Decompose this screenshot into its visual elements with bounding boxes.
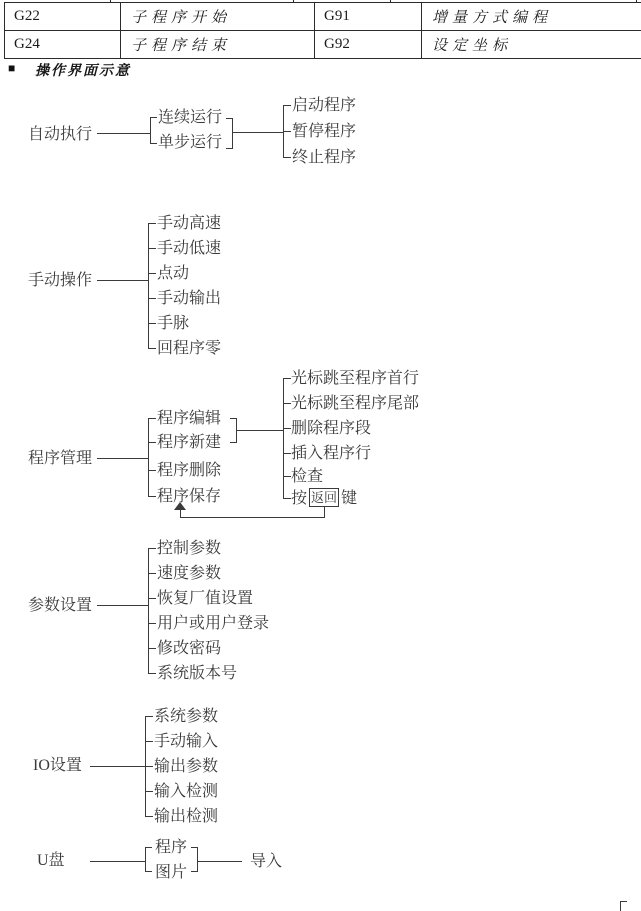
gcode-cell: G22 xyxy=(5,3,121,31)
tree-item: 导入 xyxy=(250,853,283,870)
tree-item: 控制参数 xyxy=(157,540,222,557)
bracket-tick xyxy=(230,442,237,443)
bracket-tick xyxy=(283,131,291,132)
bracket-tick xyxy=(150,143,157,144)
description-cell: 设定坐标 xyxy=(422,31,641,59)
arrow-up-icon xyxy=(174,502,186,510)
tree-item: 图片 xyxy=(155,864,188,881)
tree-label-io: IO设置 xyxy=(33,757,82,774)
bracket-tick xyxy=(145,741,153,742)
tree-item: 程序 xyxy=(155,839,188,856)
description-cell: 子程序结束 xyxy=(121,31,315,59)
bracket-tick xyxy=(148,573,156,574)
tree-item: 程序编辑 xyxy=(157,410,222,427)
bracket-tick xyxy=(148,496,156,497)
tree-item: 系统参数 xyxy=(154,708,219,725)
gcode-cell: G92 xyxy=(315,31,422,59)
tree-item: 程序删除 xyxy=(157,462,222,479)
tree-item: 恢复厂值设置 xyxy=(157,590,254,607)
tree-label-manual: 手动操作 xyxy=(28,272,93,289)
tree-label-program: 程序管理 xyxy=(28,450,93,467)
bracket-tick xyxy=(148,298,156,299)
bracket-tick xyxy=(283,105,291,106)
bracket-tick xyxy=(148,673,156,674)
bracket-tick xyxy=(283,498,291,499)
connector xyxy=(233,132,283,133)
bracket-tick xyxy=(148,223,156,224)
tree-item: 光标跳至程序首行 xyxy=(291,370,420,387)
bracket xyxy=(283,378,284,499)
bracket-tick xyxy=(191,871,198,872)
tree-item: 输出参数 xyxy=(154,758,219,775)
cutoff-bracket xyxy=(620,901,627,902)
bracket-tick xyxy=(283,403,291,404)
gcode-cell: G24 xyxy=(5,31,121,59)
bracket-tick xyxy=(283,428,291,429)
tree-item: 手动高速 xyxy=(157,215,222,232)
bracket-tick xyxy=(148,248,156,249)
tree-item: 启动程序 xyxy=(292,97,357,114)
tree-item: 速度参数 xyxy=(157,565,222,582)
section-heading: 操作界面示意 xyxy=(35,64,131,79)
connector xyxy=(198,861,242,862)
tree-label-params: 参数设置 xyxy=(28,597,93,614)
connector xyxy=(90,861,145,862)
tree-item: 检查 xyxy=(291,468,324,485)
table-row xyxy=(5,31,641,59)
table-row xyxy=(5,3,641,31)
tree-item: 用户或用户登录 xyxy=(157,615,270,632)
bracket xyxy=(148,548,149,674)
tree-label-auto: 自动执行 xyxy=(28,126,93,143)
bullet-icon: ■ xyxy=(8,61,16,75)
arrow-line xyxy=(180,517,325,518)
bracket-tick xyxy=(145,871,152,872)
bracket-tick xyxy=(150,117,157,118)
cutoff-bracket xyxy=(620,901,621,911)
bracket-tick xyxy=(191,847,198,848)
tree-item: 修改密码 xyxy=(157,640,222,657)
bracket-tick xyxy=(148,623,156,624)
tree-item: 删除程序段 xyxy=(291,420,372,437)
bracket-tick xyxy=(148,442,156,443)
bracket-tick xyxy=(283,453,291,454)
tree-item: 输入检测 xyxy=(154,783,219,800)
tree-item: 系统版本号 xyxy=(157,665,238,682)
bracket-tick xyxy=(148,418,156,419)
tree-item: 光标跳至程序尾部 xyxy=(291,395,420,412)
bracket-tick xyxy=(148,470,156,471)
connector xyxy=(90,766,153,767)
press-key-prefix: 按 xyxy=(291,490,308,507)
bracket-tick xyxy=(148,548,156,549)
return-key: 返回 xyxy=(310,490,337,505)
description-cell: 子程序开始 xyxy=(121,3,315,31)
tree-item: 连续运行 xyxy=(158,109,223,126)
bracket-tick xyxy=(145,791,153,792)
connector xyxy=(97,280,148,281)
bracket-tick xyxy=(283,476,291,477)
tree-item: 手动输入 xyxy=(154,733,219,750)
tree-item: 终止程序 xyxy=(292,149,357,166)
bracket-tick xyxy=(230,418,237,419)
bracket-tick xyxy=(148,273,156,274)
description-cell: 增量方式编程 xyxy=(422,3,641,31)
gcode-table xyxy=(4,2,641,59)
bracket-tick xyxy=(283,378,291,379)
bracket-tick xyxy=(145,716,153,717)
tree-label-usb: U盘 xyxy=(37,852,65,869)
bracket-tick xyxy=(148,348,156,349)
tree-item: 回程序零 xyxy=(157,340,222,357)
bracket xyxy=(148,223,149,349)
bracket-tick xyxy=(148,598,156,599)
tree-item: 暂停程序 xyxy=(292,123,357,140)
bracket-tick xyxy=(145,847,152,848)
tree-item: 输出检测 xyxy=(154,808,219,825)
tree-item: 点动 xyxy=(157,265,190,282)
connector xyxy=(97,458,148,459)
tree-item: 程序新建 xyxy=(157,434,222,451)
tree-item: 手动低速 xyxy=(157,240,222,257)
connector xyxy=(237,430,283,431)
bracket xyxy=(197,847,198,872)
bracket-tick xyxy=(226,148,233,149)
tree-item: 插入程序行 xyxy=(291,445,372,462)
bracket xyxy=(145,847,146,872)
tree-item: 手动输出 xyxy=(157,290,222,307)
tree-item: 程序保存 xyxy=(157,488,222,505)
bracket-tick xyxy=(226,118,233,119)
bracket xyxy=(232,118,233,149)
bracket xyxy=(148,418,149,497)
press-key-suffix: 键 xyxy=(341,490,358,507)
tree-item: 单步运行 xyxy=(158,134,223,151)
bracket-tick xyxy=(283,157,291,158)
tree-item: 手脉 xyxy=(157,315,190,332)
connector xyxy=(97,605,148,606)
bracket-tick xyxy=(148,323,156,324)
bracket-tick xyxy=(148,648,156,649)
connector xyxy=(97,133,150,134)
bracket-tick xyxy=(145,816,153,817)
bracket xyxy=(145,716,146,817)
bracket xyxy=(150,117,151,144)
gcode-cell: G91 xyxy=(315,3,422,31)
